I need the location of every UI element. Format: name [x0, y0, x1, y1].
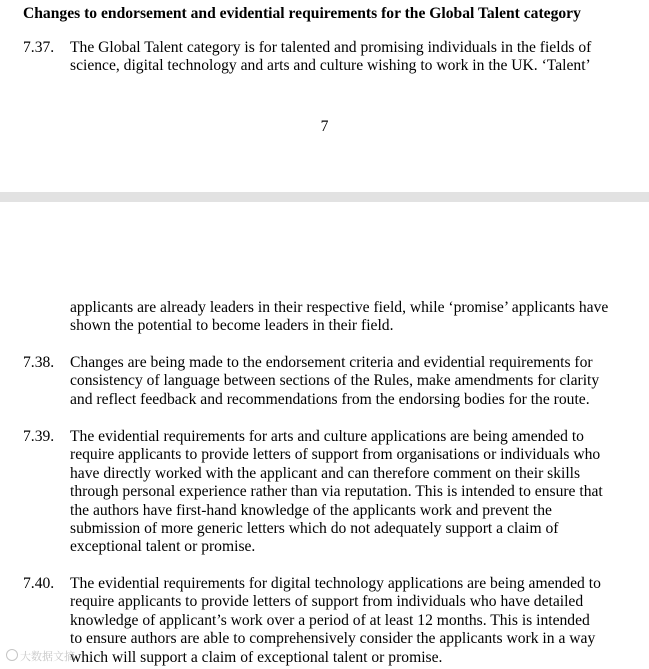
- page-separator: [0, 192, 649, 202]
- section-heading: Changes to endorsement and evidential requirements for the Global Talent category: [23, 5, 581, 22]
- document-page-top: [0, 0, 649, 192]
- paragraph-7-38: [23, 354, 633, 409]
- paragraph-number: 7.38.: [23, 354, 55, 371]
- paragraph-7-39: [23, 428, 633, 557]
- page-number: 7: [320, 118, 329, 135]
- paragraph-7-37-start: [23, 39, 633, 76]
- document-page-bottom: [0, 202, 649, 669]
- paragraph-number: 7.37.: [23, 39, 55, 56]
- paragraph-text: The evidential requirements for digital technology applications are being amended to require applicants to provide letters of support from individuals who have detailed knowledge of applicant’s work over a period of at least 12 months. This is intended to ensure authors are able to comprehensively consider the applicants work in a way which will support a claim of exceptional talent or promise.: [70, 575, 601, 666]
- paragraph-number: 7.40.: [23, 575, 55, 592]
- paragraph-7-37-continued: [23, 299, 633, 336]
- paragraph-7-40: [23, 575, 633, 667]
- paragraph-text: The Global Talent category is for talented and promising individuals in the fields of science, digital technology and arts and culture wishing to work in the UK. ‘Talent’: [70, 39, 592, 75]
- paragraph-text: Changes are being made to the endorsement criteria and evidential requirements for consistency of language between sections of the Rules, make amendments for clarity and reflect feedback and recommendations from the endorsing bodies for the route.: [70, 354, 600, 408]
- paragraph-text: applicants are already leaders in their respective field, while ‘promise’ applicants have shown the potential to become leaders in their field.: [70, 299, 609, 335]
- watermark-text: 大数据文摘: [20, 650, 75, 663]
- paragraph-text: The evidential requirements for arts and culture applications are being amended to require applicants to provide letters of support from organisations or individuals who have directly worked with the applicant and can therefore comment on their skills through personal experience rather than via reputation. This is intended to ensure that the authors have first-hand knowledge of the applicants work and prevent the submission of more generic letters which do not adequately support a claim of exceptional talent or promise.: [70, 428, 603, 556]
- paragraph-number: 7.39.: [23, 428, 55, 445]
